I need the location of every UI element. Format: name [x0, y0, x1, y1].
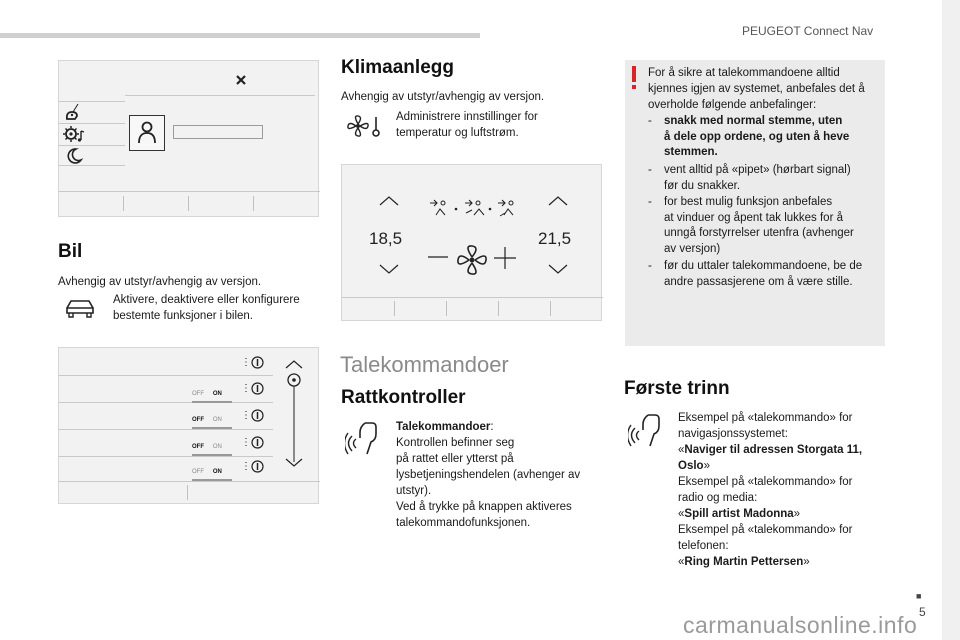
talekommando-line: utstyr). — [396, 485, 432, 497]
info-icon — [251, 409, 264, 422]
fan-increase-icon — [494, 247, 516, 269]
car-icon — [64, 298, 96, 320]
recommendation-item: - vent alltid på «pipet» (hørbart signal) før du snakker. — [648, 164, 851, 192]
rattkontroller-heading: Rattkontroller — [341, 387, 466, 408]
klima-description-line1: Administrere innstillinger for — [396, 111, 538, 123]
temp-left-up-icon — [378, 195, 400, 207]
header-rule — [0, 33, 480, 38]
talekommando-line: talekommandofunksjonen. — [396, 517, 531, 529]
row-0-options: ⋮ — [241, 357, 251, 368]
page-marker: ■ — [916, 591, 922, 601]
fan-speed-icon — [455, 243, 489, 277]
row-1-options: ⋮ — [241, 383, 251, 394]
recommendations-box — [625, 60, 885, 346]
example-command: «Spill artist Madonna» — [678, 508, 801, 520]
fan-temperature-icon — [347, 113, 383, 139]
example-command: «Ring Martin Pettersen» — [678, 556, 810, 568]
info-icon — [251, 436, 264, 449]
example-line: telefonen: — [678, 540, 729, 552]
bil-description-line2: bestemte funksjoner i bilen. — [113, 310, 253, 322]
talekommando-line: Kontrollen befinner seg — [396, 437, 515, 449]
example-line: Eksempel på «talekommando» for — [678, 476, 853, 488]
recommendation-item: - for best mulig funksjon anbefales at vinduer og åpent tak lukkes for å unngå forstyrrelser utenfra (avhenger av versjon) — [648, 196, 854, 255]
recommendation-intro: For å sikre at talekommandoene alltid — [648, 67, 840, 79]
recommendation-item: - snakk med normal stemme, uten å dele opp ordene, og uten å heve stemmen. — [648, 115, 850, 158]
temp-left-down-icon — [378, 263, 400, 275]
klima-availability: Avhengig av utstyr/avhengig av versjon. — [341, 91, 545, 103]
talekommando-line: Ved å trykke på knappen aktiveres — [396, 501, 572, 513]
recommendation-intro: overholde følgende anbefalinger: — [648, 99, 817, 111]
page-number: 5 — [919, 605, 926, 619]
temp-right-up-icon — [547, 195, 569, 207]
example-line: navigasjonssystemet: — [678, 428, 788, 440]
example-line: Eksempel på «talekommando» for — [678, 412, 853, 424]
vehicle-screen-illustration — [58, 60, 319, 217]
row-3-options: ⋮ — [241, 437, 251, 448]
talekommando-line: lysbetjeningshendelen (avhenger av — [396, 469, 581, 481]
user-profile-icon — [136, 120, 158, 146]
voice-command-hand-icon — [345, 420, 381, 456]
voice-command-hand-icon — [628, 412, 664, 448]
temp-right-down-icon — [547, 263, 569, 275]
temperature-right: 21,5 — [538, 229, 572, 248]
info-icon — [251, 382, 264, 395]
on-off-switch: OFF ON — [192, 408, 232, 429]
row-2-options: ⋮ — [241, 410, 251, 421]
night-mode-icon — [65, 147, 83, 165]
recommendation-intro: kjennes igjen av systemet, anbefales det å — [648, 83, 865, 95]
example-line: Eksempel på «talekommando» for — [678, 524, 853, 536]
warning-icon-dot — [632, 85, 636, 89]
on-off-switch: OFF ON — [192, 382, 232, 403]
vehicle-settings-illustration — [58, 347, 319, 504]
header-title: PEUGEOT Connect Nav — [742, 24, 874, 38]
watermark: carmanualsonline.info — [683, 612, 918, 638]
scroll-indicator — [281, 358, 307, 470]
bil-heading: Bil — [58, 241, 83, 262]
driving-style-icon — [64, 103, 84, 121]
forste-trinn-heading: Første trinn — [624, 378, 730, 399]
climate-screen-illustration — [341, 164, 602, 321]
example-command: «Naviger til adressen Storgata 11, — [678, 444, 863, 456]
example-command: Oslo» — [678, 460, 710, 472]
warning-icon — [632, 66, 636, 82]
close-icon — [235, 74, 247, 86]
bil-availability: Avhengig av utstyr/avhengig av versjon. — [58, 276, 262, 288]
on-off-switch: OFF ON — [192, 460, 232, 481]
info-icon — [251, 356, 264, 369]
klima-description-line2: temperatur og luftstrøm. — [396, 127, 519, 139]
recommendation-item: - før du uttaler talekommandoene, be de andre passasjerene om å være stille. — [648, 260, 863, 288]
settings-music-icon — [63, 125, 85, 143]
example-line: radio og media: — [678, 492, 758, 504]
fan-decrease-icon — [428, 255, 448, 259]
profile-name-field — [173, 125, 263, 139]
air-distribution-icons — [428, 197, 524, 219]
talekommandoer-section-title: Talekommandoer — [340, 352, 509, 377]
temperature-left: 18,5 — [369, 229, 403, 248]
page-edge-strip — [942, 0, 960, 640]
talekommando-term: Talekommandoer: — [396, 421, 494, 433]
info-icon — [251, 460, 264, 473]
talekommando-line: på rattet eller ytterst på — [396, 453, 514, 465]
on-off-switch: OFF ON — [192, 435, 232, 456]
klima-heading: Klimaanlegg — [341, 57, 454, 78]
bil-description-line1: Aktivere, deaktivere eller konfigurere — [113, 294, 300, 306]
row-4-options: ⋮ — [241, 461, 251, 472]
